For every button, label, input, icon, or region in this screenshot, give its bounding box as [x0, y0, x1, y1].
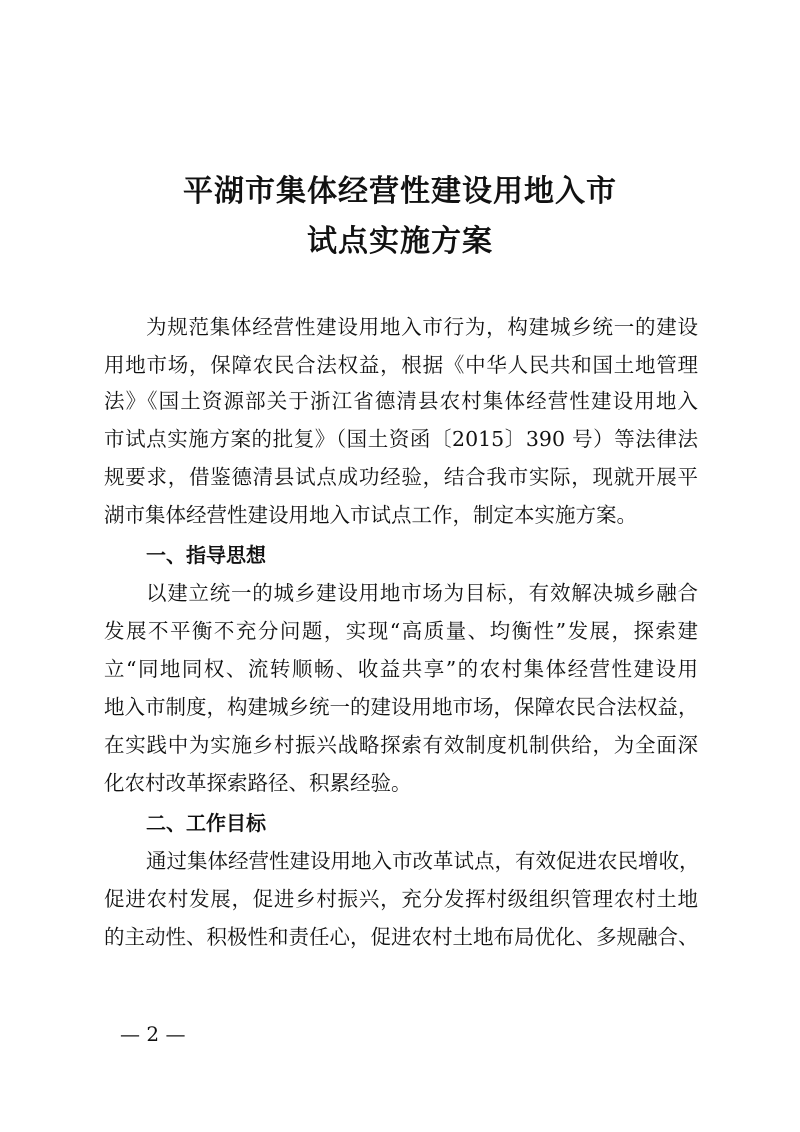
- document-title-line-2: 试点实施方案: [307, 224, 493, 259]
- section-1-line-6: 化农村改革探索路径、积累经验。: [104, 771, 412, 795]
- intro-line-1: 为规范集体经营性建设用地入市行为，构建城乡统一的建设: [146, 315, 698, 339]
- section-1-line-4: 地入市制度，构建城乡统一的建设用地市场，保障农民合法权益，: [104, 695, 699, 719]
- section-1-line-1: 以建立统一的城乡建设用地市场为目标，有效解决城乡融合: [146, 581, 698, 605]
- section-2-heading: 二、工作目标: [146, 811, 266, 835]
- intro-line-4: 市试点实施方案的批复》（国土资函〔2015〕390 号）等法律法: [104, 427, 698, 451]
- section-1-line-2: 发展不平衡不充分问题，实现“高质量、均衡性”发展，探索建: [104, 619, 698, 643]
- page-number: — 2 —: [120, 1022, 186, 1046]
- document-title-line-1: 平湖市集体经营性建设用地入市: [183, 174, 617, 209]
- section-2-line-3: 的主动性、积极性和责任心，促进农村土地布局优化、多规融合、: [104, 925, 699, 949]
- section-2-line-2: 促进农村发展，促进乡村振兴，充分发挥村级组织管理农村土地: [104, 887, 698, 911]
- section-2-line-1: 通过集体经营性建设用地入市改革试点，有效促进农民增收，: [146, 849, 700, 873]
- section-1-heading: 一、指导思想: [146, 543, 266, 567]
- section-1-line-3: 立“同地同权、流转顺畅、收益共享”的农村集体经营性建设用: [104, 657, 698, 681]
- intro-line-3: 法》《国土资源部关于浙江省德清县农村集体经营性建设用地入: [104, 389, 698, 413]
- intro-line-6: 湖市集体经营性建设用地入市试点工作，制定本实施方案。: [104, 503, 637, 527]
- intro-line-2: 用地市场，保障农民合法权益，根据《中华人民共和国土地管理: [104, 353, 698, 377]
- section-1-line-5: 在实践中为实施乡村振兴战略探索有效制度机制供给，为全面深: [104, 733, 698, 757]
- intro-line-5: 规要求，借鉴德清县试点成功经验，结合我市实际，现就开展平: [104, 465, 698, 489]
